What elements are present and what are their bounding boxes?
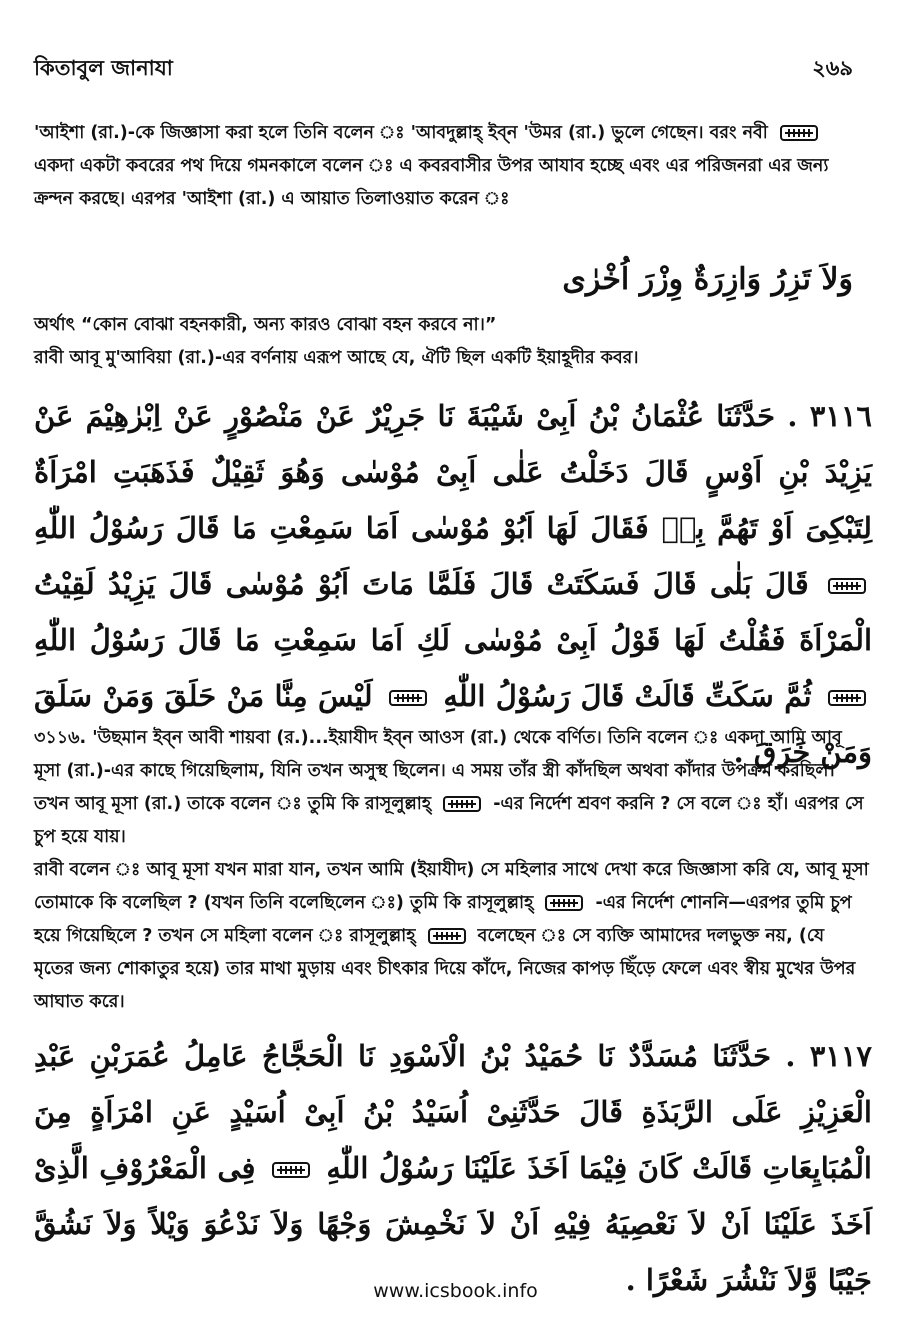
narrator-note: রাবী আবূ মু'আবিয়া (রা.)-এর বর্ণনায় এরূপ আছে যে, ঐটি ছিল একটি ইয়াহূদীর কবর। [34,348,639,368]
salutation-seal-icon [828,688,866,708]
section1-text [34,117,869,216]
chapter-title: কিতাবুল জানাযা [34,56,173,80]
paragraph-part: একদা একটা কবরের পথ দিয়ে গমনকালে বলেন ঃ এ কবরবাসীর উপর আযাব হচ্ছে এবং এর পরিজনরা এর জন্য ক্রন্দন করছে। এরপর 'আইশা (রা.) এ আয়াত তিলাওয়াত করেন ঃ [34,156,829,209]
salutation-seal-icon [545,893,583,913]
salutation-seal-icon [443,794,481,814]
paragraph-part: বলেছেন ঃ সে ব্যক্তি আমাদের দলভুক্ত নয়, (যে মৃতের জন্য শোকাতুর হয়ে) তার মাথা মুড়ায় এবং চীৎকার দিয়ে কাঁদে, নিজের কাপড় ছিঁড়ে ফেলে এবং স্বীয় মুখের উপর আঘাত করে। [34,926,856,1012]
meaning-block [34,309,869,375]
arabic-part: قَالَ بَلٰى قَالَ فَسَكَتَتْ قَالَ فَلَمَّا مَاتَ اَبُوْ مُوْسٰى قَالَ يَزِيْدُ لَقِيْتُ الْمَرْاَةَ فَقُلْتُ لَهَا قَوْلُ اَبِىْ مُوْسٰى لَكِ اَمَا سَمِعْتِ مَا قَالَ رَسُوْلُ اللّٰهِ [34,567,872,657]
arabic-part: ٣١١٦ . حَدَّثَنَا عُثْمَانُ بْنُ اَبِىْ شَيْبَةَ نَا جَرِيْرٌ عَنْ مَنْصُوْرٍ عَنْ اِبْرٰهِيْمَ عَنْ يَزِيْدَ بْنِ اَوْسٍ قَالَ دَخَلْتُ عَلٰى اَبِىْ مُوْسٰى وَهُوَ ثَقِيْلٌ فَذَهَبَتِ امْرَاَةٌ لِتَبْكِىَ اَوْ تَهُمَّ بِهٖ فَقَالَ لَهَا اَبُوْ مُوْسٰى اَمَا سَمِعْتِ مَا قَالَ رَسُوْلُ اللّٰهِ [34,399,872,545]
hadith-3117-arabic [34,1028,872,1308]
paragraph-part: 'আইশা (রা.)-কে জিজ্ঞাসা করা হলে তিনি বলেন ঃ 'আবদুল্লাহ্ ইব্ন 'উমর (রা.) ভুলে গেছেন। বরং নবী [34,123,768,143]
arabic-part: فِى الْمَعْرُوْفِ الَّذِىْ اَخَذَ عَلَيْنَا اَنْ لاَ نَعْصِيَهُ فِيْهِ اَنْ لاَ نَخْمِشَ وَجْهًا وَلاَ نَدْعُوَ وَيْلاً وَلاَ نَشُقَّ جَيْبًا وَّلاَ نَنْشُرَ شَعْرًا . [34,1151,872,1297]
salutation-seal-icon [389,688,427,708]
salutation-seal-icon [428,926,466,946]
salutation-seal-icon [828,576,866,596]
paragraph-part: রাবী বলেন ঃ আবূ মূসা যখন মারা যান, তখন আমি (ইয়াযীদ) সে মহিলার সাথে দেখা করে জিজ্ঞাসা করি যে, আবূ মূসা তোমাকে কি বলেছিল ? (যখন তিনি বলেছিলেন ঃ) তুমি কি রাসূলুল্লাহ্ [34,860,869,913]
hadith-3116-bengali [34,722,869,1019]
paragraph-part: -এর নির্দেশ শোননি—এরপর তুমি চুপ হয়ে গিয়েছিলে ? তখন সে মহিলা বলেন ঃ রাসূলুল্লাহ্ [34,893,852,946]
page-number: ২৬৯ [812,56,853,80]
arabic-part: لَيْسَ مِنَّا مَنْ حَلَقَ وَمَنْ سَلَقَ وَمَنْ خَرَقَ . [34,679,872,769]
paragraph-part: -এর নির্দেশ শ্রবণ করনি ? সে বলে ঃ হাঁ। এরপর সে চুপ হয়ে যায়। [34,794,864,847]
salutation-seal-icon [780,123,818,143]
verse-meaning: অর্থাৎ “কোন বোঝা বহনকারী, অন্য কারও বোঝা বহন করবে না।” [34,315,497,335]
quran-verse: وَلاَ تَزِرُ وَازِرَةٌ وِزْرَ اُخْرٰى [562,262,853,297]
arabic-part: ٣١١٧ . حَدَّثَنَا مُسَدَّدٌ نَا حُمَيْدُ بْنُ الْاَسْوَدِ نَا الْحَجَّاجُ عَامِلُ عُمَرَبْنِ عَبْدِ الْعَزِيْزِ عَلَى الرَّبَذَةِ قَالَ حَدَّثَنِىْ اُسَيْدُ بْنُ اَبِىْ اُسَيْدٍ عَنِ امْرَاَةٍ مِنَ الْمُبَايِعَاتِ قَالَتْ كَانَ فِيْمَا اَخَذَ عَلَيْنَا رَسُوْلُ اللّٰهِ [34,1039,872,1185]
website-footer: www.icsbook.info [373,1280,538,1302]
salutation-seal-icon [272,1160,310,1180]
arabic-part: ثُمَّ سَكَتِّ قَالَتْ قَالَ رَسُوْلُ اللّٰهِ [443,679,812,713]
paragraph-part: ৩১১৬. 'উছমান ইব্ন আবী শায়বা (র.)...ইয়াযীদ ইব্ন আওস (রা.) থেকে বর্ণিত। তিনি বলেন ঃ একদা আমি আবূ মূসা (রা.)-এর কাছে গিয়েছিলাম, যিনি তখন অসুস্থ ছিলেন। এ সময় তাঁর স্ত্রী কাঁদছিল অথবা কাঁদার উপক্রম করছিল। তখন আবূ মূসা (রা.) তাকে বলেন ঃ তুমি কি রাসূলুল্লাহ্ [34,728,842,814]
